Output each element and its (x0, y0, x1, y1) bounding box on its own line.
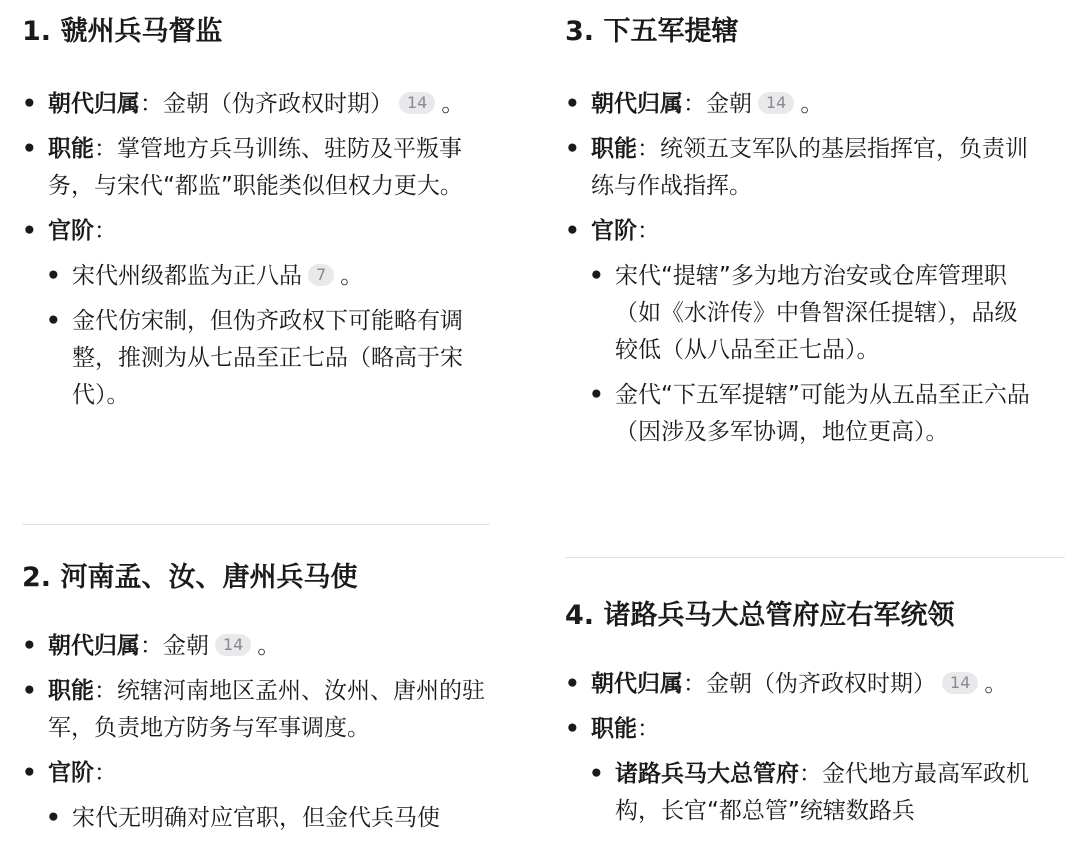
bullet-colon: ： (94, 218, 117, 244)
bullet-dot: • (46, 263, 61, 289)
bullet-label: 官阶 (48, 760, 94, 786)
section-heading: 4. 诸路兵马大总管府应右军统领 (565, 600, 955, 631)
bullet-colon: ： (683, 91, 706, 117)
bullet-colon: ： (637, 218, 660, 244)
bullet-function (22, 131, 492, 205)
sub-bullet (565, 258, 1035, 369)
section-3 (565, 14, 1035, 451)
bullet-dynasty (565, 86, 1035, 123)
bullet-dynasty (22, 628, 492, 665)
bullet-function (22, 673, 492, 747)
sub-bullet (565, 756, 1035, 830)
sub-bullet (565, 377, 1035, 451)
bullet-label: 诸路兵马大总管府 (615, 761, 799, 787)
bullet-dynasty (565, 666, 1035, 703)
bullet-label: 职能 (591, 136, 637, 162)
citation-badge[interactable]: 7 (308, 264, 334, 286)
bullet-dot: • (565, 136, 580, 162)
section-heading: 1. 虢州兵马督监 (22, 16, 223, 47)
bullet-text: 宋代州级都监为正八品 (72, 263, 302, 289)
bullet-dot: • (565, 716, 580, 742)
bullet-dot: • (46, 805, 61, 831)
bullet-dot: • (565, 671, 580, 697)
bullet-end: 。 (441, 91, 465, 117)
bullet-dot: • (22, 633, 37, 659)
bullet-label: 官阶 (48, 218, 94, 244)
bullet-text: 金代仿宋制，但伪齐政权下可能略有调整，推测为从七品至正七品（略高于宋代）。 (72, 308, 463, 408)
bullet-text: 统领五支军队的基层指挥官，负责训练与作战指挥。 (591, 136, 1028, 199)
bullet-colon: ： (637, 716, 660, 742)
section-divider (565, 557, 1065, 558)
bullet-text: 金代地方最高军政机构，长官“都总管”统辖数路兵 (615, 761, 1029, 824)
bullet-rank (565, 213, 1035, 250)
bullet-label: 朝代归属 (48, 91, 140, 117)
bullet-rank (22, 213, 492, 250)
bullet-dot: • (565, 91, 580, 117)
bullet-text: 统辖河南地区孟州、汝州、唐州的驻军，负责地方防务与军事调度。 (48, 678, 485, 741)
bullet-colon: ： (140, 91, 163, 117)
bullet-end: 。 (800, 91, 824, 117)
bullet-colon: ： (94, 136, 117, 162)
bullet-dot: • (589, 761, 604, 787)
section-1 (22, 14, 492, 414)
bullet-text: 金代“下五军提辖”可能为从五品至正六品（因涉及多军协调，地位更高）。 (615, 382, 1030, 445)
bullet-colon: ： (799, 761, 822, 787)
bullet-colon: ： (94, 678, 117, 704)
bullet-label: 官阶 (591, 218, 637, 244)
section-4 (565, 598, 1035, 830)
bullet-label: 朝代归属 (591, 91, 683, 117)
bullet-dot: • (22, 218, 37, 244)
bullet-dot: • (22, 91, 37, 117)
bullet-colon: ： (94, 760, 117, 786)
citation-badge[interactable]: 14 (942, 672, 978, 694)
bullet-dot: • (46, 308, 61, 334)
sub-bullet (22, 303, 492, 414)
bullet-text: 金朝（伪齐政权时期） (706, 671, 936, 697)
bullet-end: 。 (984, 671, 1008, 697)
bullet-label: 职能 (48, 678, 94, 704)
sub-bullet (22, 258, 492, 295)
bullet-end: 。 (257, 633, 281, 659)
bullet-label: 朝代归属 (591, 671, 683, 697)
bullet-dot: • (22, 760, 37, 786)
bullet-colon: ： (637, 136, 660, 162)
bullet-text: 金朝 (706, 91, 752, 117)
bullet-dot: • (565, 218, 580, 244)
bullet-text: 宋代“提辖”多为地方治安或仓库管理职（如《水浒传》中鲁智深任提辖），品级较低（从八品至正七品）。 (615, 263, 1018, 363)
bullet-text: 掌管地方兵马训练、驻防及平叛事务，与宋代“都监”职能类似但权力更大。 (48, 136, 463, 199)
bullet-label: 朝代归属 (48, 633, 140, 659)
bullet-dot: • (589, 382, 604, 408)
citation-badge[interactable]: 14 (758, 92, 794, 114)
bullet-label: 职能 (48, 136, 94, 162)
bullet-function (565, 131, 1035, 205)
bullet-rank (22, 755, 492, 792)
section-heading: 2. 河南孟、汝、唐州兵马使 (22, 562, 358, 593)
bullet-colon: ： (140, 633, 163, 659)
bullet-dynasty (22, 86, 492, 123)
bullet-function (565, 711, 1035, 748)
bullet-dot: • (589, 263, 604, 289)
bullet-text: 金朝 (163, 633, 209, 659)
bullet-dot: • (22, 678, 37, 704)
bullet-dot: • (22, 136, 37, 162)
sub-bullet (22, 800, 492, 837)
bullet-text: 金朝（伪齐政权时期） (163, 91, 393, 117)
citation-badge[interactable]: 14 (215, 634, 251, 656)
citation-badge[interactable]: 14 (399, 92, 435, 114)
bullet-end: 。 (340, 263, 364, 289)
section-heading: 3. 下五军提辖 (565, 16, 739, 47)
section-2 (22, 560, 492, 837)
bullet-label: 职能 (591, 716, 637, 742)
section-divider (22, 524, 490, 525)
bullet-text: 宋代无明确对应官职，但金代兵马使 (72, 805, 440, 831)
bullet-colon: ： (683, 671, 706, 697)
